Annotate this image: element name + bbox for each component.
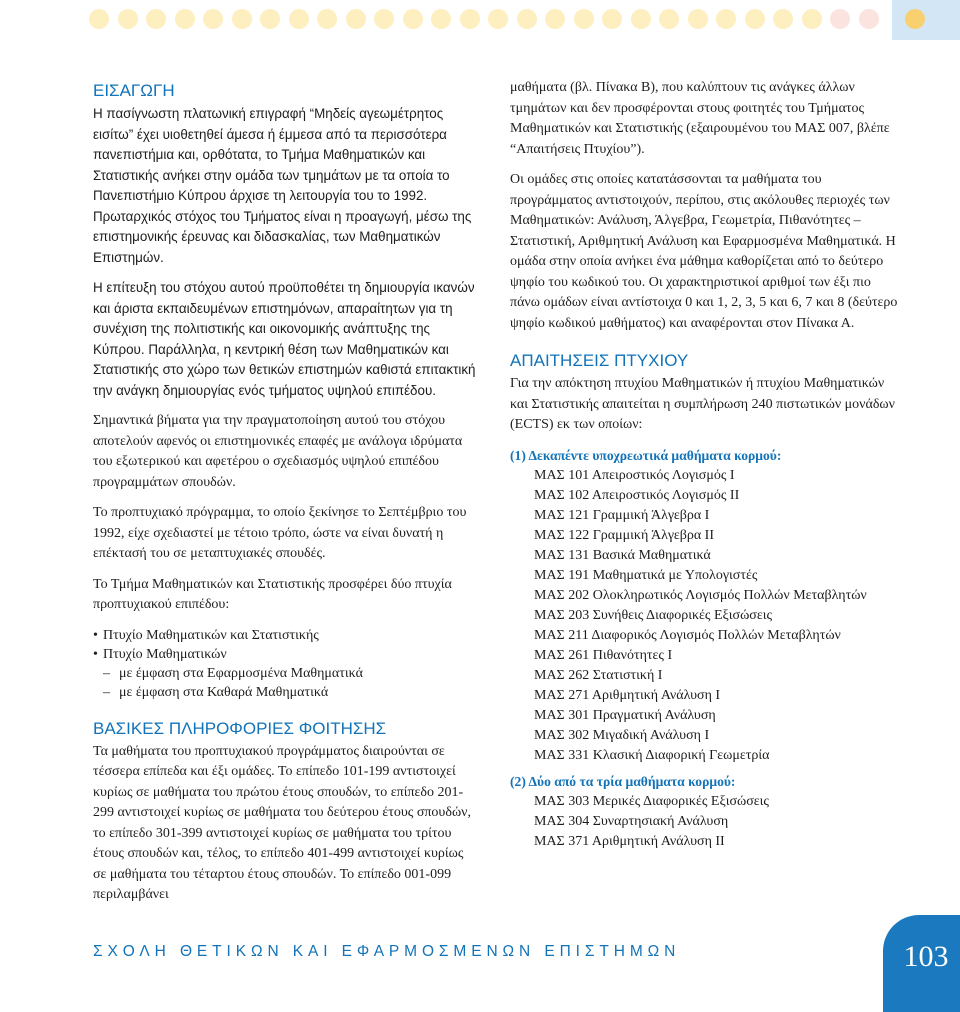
- intro-paragraph-2: Η επίτευξη του στόχου αυτού προϋποθέτει τη δημιουργία ικανών και άριστα εκπαιδευμένων επιστημόνων, απαραίτητων για τη συνέχιση της πολιτιστικής και οικονομικής ανάπτυξης της Κύπρου. Παράλληλα, η κεντρική θέση των Μαθηματικών και Στατιστικής στο χώρο των θετικών επιστημών καθιστά επιτακτική την ανάγκη δημιουργίας ενός τμήματος υψηλού επιπέδου.: [93, 280, 476, 398]
- left-column: [93, 78, 479, 916]
- decorative-dot: [716, 9, 736, 29]
- decorative-dot: [659, 9, 679, 29]
- decorative-dot: [773, 9, 793, 29]
- course-item: ΜΑΣ 261 Πιθανότητες Ι: [534, 647, 673, 663]
- paragraph-3: Σημαντικά βήματα για την πραγματοποίηση αυτού του στόχου αποτελούν αφενός οι επιστημονικές επαφές με ανάλογα ιδρύματα του εξωτερικού και αφετέρου ο σχεδιασμός υψηλού επιπέδου προγραμμάτων σπουδών.: [93, 413, 463, 490]
- groups-paragraph: Οι ομάδες στις οποίες κατατάσσονται τα μαθήματα του προγράμματος αντιστοιχούν, περίπου, στις ακόλουθες περιοχές των Μαθηματικών: Ανάλυση, Άλγεβρα, Γεωμετρία, Πιθανότητες – Στατιστική, Αριθμητική Ανάλυση και Εφαρμοσμένα Μαθηματικά. Η ομάδα στην οποία ανήκει ένα μάθημα καθορίζεται από το δεύτερο ψηφίο του κωδικού του. Οι χαρακτηριστικοί αριθμοί των έξι πιο πάνω ομάδων είναι αντίστοιχα 0 και 1, 2, 3, 5 και 6, 7 και 8 (δεύτερο ψηφίο κωδικού μαθήματος) και αναφέρονται στον Πίνακα Α.: [510, 172, 898, 331]
- continued-paragraph: μαθήματα (βλ. Πίνακα Β), που καλύπτουν τις ανάγκες άλλων τμημάτων και δεν προσφέρονται στους φοιτητές του Τμήματος Μαθηματικών και Στατιστικής (εξαιρουμένου του ΜΑΣ 007, βλέπε “Απαιτήσεις Πτυχίου”).: [510, 80, 890, 157]
- course-item: ΜΑΣ 331 Κλασική Διαφορική Γεωμετρία: [534, 747, 770, 763]
- info-paragraph: Τα μαθήματα του προπτυχιακού προγράμματος διαιρούνται σε τέσσερα επίπεδα και έξι ομάδες. Το επίπεδο 101-199 αντιστοιχεί κυρίως σε μαθήματα του πρώτου έτους σπουδών, το επίπεδο 201-299 αντιστοιχεί κυρίως σε μαθήματα του δεύτερου έτους σπουδών, το επίπεδο 301-399 αντιστοιχεί κυρίως σε μαθήματα του τρίτου έτους σπουδών και, τέλος, το επίπεδο 401-499 αντιστοιχεί κυρίως σε μαθήματα του τέταρτου έτους σπουδών. Το επίπεδο 001-099 περιλαμβάνει: [93, 743, 472, 902]
- decorative-dot: [488, 9, 508, 29]
- course-item: ΜΑΣ 302 Μιγαδική Ανάλυση Ι: [534, 727, 710, 743]
- decorative-dot: [517, 9, 537, 29]
- course-item: ΜΑΣ 102 Απειροστικός Λογισμός ΙΙ: [534, 487, 740, 503]
- decorative-dot: [859, 9, 879, 29]
- school-name-footer: ΣΧΟΛΗ ΘΕΤΙΚΩΝ ΚΑΙ ΕΦΑΡΜΟΣΜΕΝΩΝ ΕΠΙΣΤΗΜΩΝ: [93, 943, 681, 960]
- list-item: • Πτυχίο Μαθηματικών και Στατιστικής: [93, 626, 479, 645]
- decorative-dot: [374, 9, 394, 29]
- decorative-dot: [745, 9, 765, 29]
- course-item: ΜΑΣ 262 Στατιστική Ι: [534, 667, 663, 683]
- course-item: ΜΑΣ 304 Συναρτησιακή Ανάλυση: [534, 813, 729, 829]
- requirement-2-heading: (2) Δύο από τα τρία μαθήματα κορμού:: [510, 773, 736, 789]
- decorative-dot-row: [0, 0, 960, 40]
- intro-heading: ΕΙΣΑΓΩΓΗ: [93, 81, 175, 100]
- course-item: ΜΑΣ 271 Αριθμητική Ανάλυση Ι: [534, 687, 721, 703]
- course-item: ΜΑΣ 122 Γραμμική Άλγεβρα ΙΙ: [534, 527, 714, 543]
- requirement-1-heading: (1) Δεκαπέντε υποχρεωτικά μαθήματα κορμού:: [510, 447, 782, 463]
- course-item: ΜΑΣ 131 Βασικά Μαθηματικά: [534, 547, 711, 563]
- course-item: ΜΑΣ 101 Απειροστικός Λογισμός Ι: [534, 467, 735, 483]
- decorative-dot: [830, 9, 850, 29]
- decorative-dot: [260, 9, 280, 29]
- decorative-dot: [403, 9, 423, 29]
- course-item: ΜΑΣ 371 Αριθμητική Ανάλυση ΙΙ: [534, 833, 725, 849]
- decorative-dot: [631, 9, 651, 29]
- core-course-list: [510, 466, 900, 766]
- course-item: ΜΑΣ 191 Μαθηματικά με Υπολογιστές: [534, 567, 758, 583]
- decorative-dot: [460, 9, 480, 29]
- decorative-dot: [346, 9, 366, 29]
- paragraph-4: Το προπτυχιακό πρόγραμμα, το οποίο ξεκίνησε το Σεπτέμβριο του 1992, είχε σχεδιαστεί με τέτοιο τρόπο, ώστε να είναι δυνατή η επέκτασή του σε μεταπτυχιακές σπουδές.: [93, 505, 467, 561]
- decorative-dot: [118, 9, 138, 29]
- intro-paragraph-1: Η πασίγνωστη πλατωνική επιγραφή “Μηδείς αγεωμέτρητος εισίτω” έχει υιοθετηθεί άμεσα ή έμμεσα από τα περισσότερα πανεπιστήμια και, ορθότατα, το Τμήμα Μαθηματικών και Στατιστικής ανήκει στην ομάδα των τμημάτων με τα οποία το Πανεπιστήμιο Κύπρου άρχισε τη λειτουργία του το 1992. Πρωταρχικός στόχος του Τμήματος είναι η προαγωγή, μέσω της επιστημονικής έρευνας και διδασκαλίας, των Μαθηματικών Επιστημών.: [93, 106, 472, 265]
- course-item: ΜΑΣ 121 Γραμμική Άλγεβρα Ι: [534, 507, 710, 523]
- course-item: ΜΑΣ 202 Ολοκληρωτικός Λογισμός Πολλών Μεταβλητών: [534, 587, 867, 603]
- decorative-dot: [802, 9, 822, 29]
- decorative-dot: [175, 9, 195, 29]
- elective-core-course-list: [510, 792, 900, 852]
- degree-list: [93, 626, 479, 702]
- decorative-dot: [431, 9, 451, 29]
- decorative-dot: [289, 9, 309, 29]
- decorative-dot: [545, 9, 565, 29]
- list-sub-item: – με έμφαση στα Καθαρά Μαθηματικά: [93, 683, 479, 702]
- course-item: ΜΑΣ 301 Πραγματική Ανάλυση: [534, 707, 716, 723]
- right-column: [510, 78, 900, 852]
- course-item: ΜΑΣ 203 Συνήθεις Διαφορικές Εξισώσεις: [534, 607, 773, 623]
- page-number: 103: [903, 940, 949, 973]
- decorative-dot: [905, 9, 925, 29]
- decorative-dot: [89, 9, 109, 29]
- list-item: • Πτυχίο Μαθηματικών: [93, 645, 479, 664]
- decorative-dot: [602, 9, 622, 29]
- course-item: ΜΑΣ 211 Διαφορικός Λογισμός Πολλών Μεταβλητών: [534, 627, 841, 643]
- paragraph-5: Το Τμήμα Μαθηματικών και Στατιστικής προσφέρει δύο πτυχία προπτυχιακού επιπέδου:: [93, 576, 452, 612]
- decorative-dot: [232, 9, 252, 29]
- course-item: ΜΑΣ 303 Μερικές Διαφορικές Εξισώσεις: [534, 793, 769, 809]
- decorative-dot: [146, 9, 166, 29]
- decorative-dot: [317, 9, 337, 29]
- requirements-paragraph: Για την απόκτηση πτυχίου Μαθηματικών ή πτυχίου Μαθηματικών και Στατιστικής απαιτείται η συμπλήρωση 240 πιστωτικών μονάδων (ECTS) εκ των οποίων:: [510, 376, 895, 432]
- requirements-heading: ΑΠΑΙΤΗΣΕΙΣ ΠΤΥΧΙΟΥ: [510, 351, 689, 370]
- decorative-dot: [688, 9, 708, 29]
- info-heading: ΒΑΣΙΚΕΣ ΠΛΗΡΟΦΟΡΙΕΣ ΦΟΙΤΗΣΗΣ: [93, 718, 387, 738]
- decorative-dot: [574, 9, 594, 29]
- list-sub-item: – με έμφαση στα Εφαρμοσμένα Μαθηματικά: [93, 664, 479, 683]
- decorative-dot: [203, 9, 223, 29]
- decorative-corner-bar: [892, 0, 960, 40]
